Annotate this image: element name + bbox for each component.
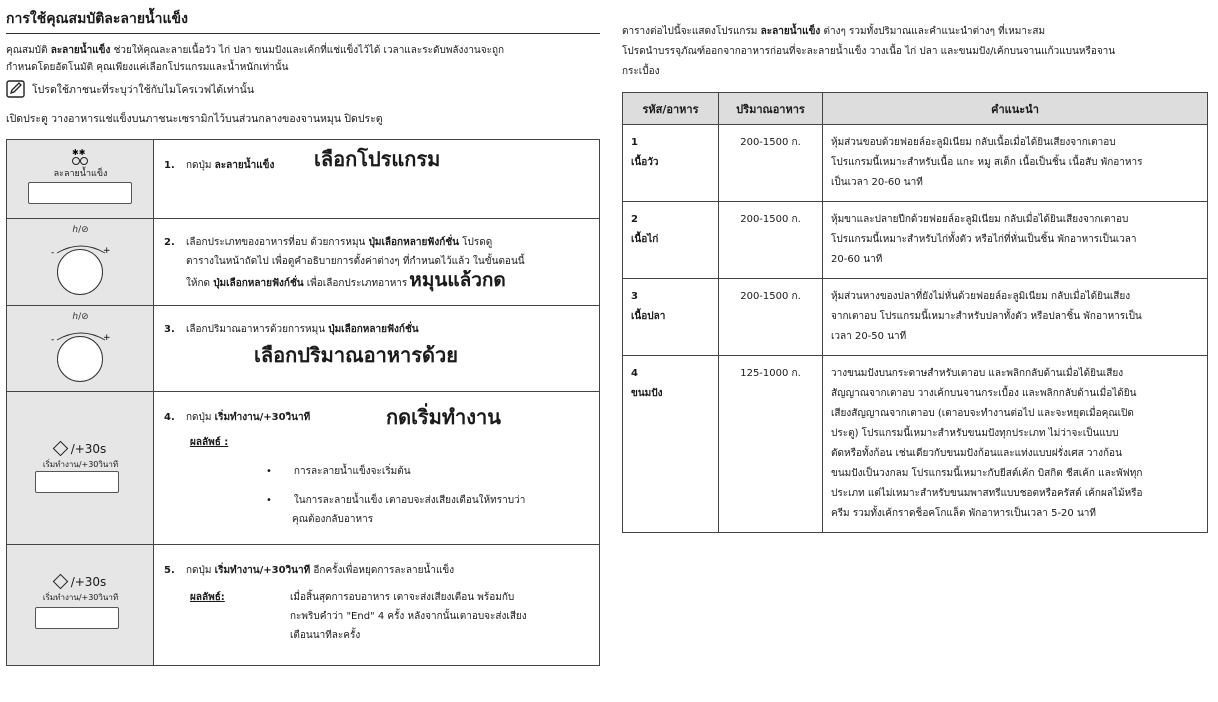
start-diamond-icon: [52, 574, 68, 590]
start-icon-text: /+30s: [7, 442, 154, 456]
intro-line-2: กำหนดโดยอัตโนมัติ คุณเพียงแค่เลือกโปรแกรมและน้ำหนักเท่านั้น: [6, 62, 289, 73]
step-3: [7, 306, 599, 392]
start-icon-text: /+30s: [7, 575, 154, 589]
svg-text:-: -: [51, 335, 55, 344]
note: [6, 80, 600, 98]
step-3-text: 3. เลือกปริมาณอาหารด้วยการหมุน ปุ่มเลือกหลายฟังก์ชั่น เลือกปริมาณอาหารด้วย: [164, 324, 458, 367]
bullet: • ในการละลายน้ำแข็ง เตาอบจะส่งเสียงเตือนให้ทราบว่า: [266, 495, 526, 506]
table-intro: ตารางต่อไปนี้จะแสดงโปรแกรม ละลายน้ำแข็ง ต่างๆ รวมทั้งปริมาณและคำแนะนำต่างๆ ที่เหมาะสม โปรดนำบรรจุภัณฑ์ออกจากอาหารก่อนที่จะละลายน้ำแข็ง วางเนื้อ ไก่ ปลา และขนมปัง/เค้กบนจานแก้วแบนหรือจาน กระเบื้อง: [622, 26, 1116, 77]
svg-text:+: +: [103, 246, 111, 256]
open-door-instruction: เปิดประตู วางอาหารแช่แข็งบนภาชนะเซรามิกไว้บนส่วนกลางของจานหมุน ปิดประตู: [6, 113, 383, 125]
header-advice: คำแนะนำ: [823, 93, 1208, 125]
start-button[interactable]: [35, 471, 119, 493]
step-2: [7, 219, 599, 306]
left-column: [6, 8, 600, 666]
step-5: [7, 545, 599, 665]
svg-text:+: +: [103, 333, 111, 343]
table-row: 1 เนื้อวัว 200-1500 ก. หุ้มส่วนขอบด้วยฟอยล์อะลูมิเนียม กลับเนื้อเมื่อได้ยินเสียงจากเตาอบ โปรแกรมนี้เหมาะสำหรับเนื้อ แกะ หมู สเต็ก เนื้อเป็นชิ้น เนื้อสับ พักอาหาร เป็นเวลา 20-60 นาที: [623, 125, 1208, 202]
header-code: รหัส/อาหาร: [623, 93, 719, 125]
step-5-text: 5. กดปุ่ม เริ่มทำงาน/+30วินาที อีกครั้งเพื่อหยุดการละลายน้ำแข็ง ผลลัพธ์: เมื่อสิ้นสุดการอบอาหาร เตาจะส่งเสียงเตือน พร้อมกับ กะพริบคำว่า "End" 4 ครั้ง หลังจากนั้นเตาอบจะส่งเสียง เตือนนาทีละครั้ง: [164, 565, 527, 641]
result-label: ผลลัพธ์ :: [190, 437, 229, 448]
annotation-turn-press: หมุนแล้วกด: [409, 269, 506, 291]
steps-table: [6, 139, 600, 666]
bullet: • การละลายน้ำแข็งจะเริ่มต้น: [266, 466, 411, 477]
start-diamond-icon: [52, 441, 68, 457]
annotation-select-amount: เลือกปริมาณอาหารด้วย: [254, 343, 458, 367]
defrost-table: [622, 92, 1208, 533]
start-button[interactable]: [35, 607, 119, 629]
annotation-select-program: เลือกโปรแกรม: [314, 147, 441, 171]
step-2-text: 2. เลือกประเภทของอาหารที่อบ ด้วยการหมุน ปุ่มเลือกหลายฟังก์ชั่น โปรดดู ตารางในหน้าถัดไป เพื่อดูคำอธิบายการตั้งค่าต่างๆ ที่กำหนดไว้แล้ว ในขั้นตอนนี้ ให้กด ปุ่มเลือกหลายฟังก์ชั่น เพื่อเลือกประเภทอาหาร หมุนแล้วกด: [164, 237, 525, 291]
start-label: เริ่มทำงาน/+30วินาที: [42, 460, 119, 469]
step-1-panel: [7, 140, 154, 218]
note-text: โปรดใช้ภาชนะที่ระบุว่าใช้กับไมโครเวฟได้เท่านั้น: [32, 83, 254, 96]
table-header-row: [623, 93, 1208, 125]
dial-label: ℎ/⊘: [72, 225, 89, 235]
table-row: 2 เนื้อไก่ 200-1500 ก. หุ้มขาและปลายปีกด้วยฟอยล์อะลูมิเนียม กลับเมื่อได้ยินเสียงจากเตาอบ โปรแกรมนี้เหมาะสำหรับไก่ทั้งตัว หรือไก่ที่หั่นเป็นชิ้น พักอาหารเป็นเวลา 20-60 นาที: [623, 202, 1208, 279]
step-2-panel: [7, 219, 154, 305]
section-title: การใช้คุณสมบัติละลายน้ำแข็ง: [6, 8, 600, 34]
svg-text:-: -: [51, 248, 55, 257]
step-3-panel: [7, 306, 154, 391]
table-row: 4 ขนมปัง 125-1000 ก. วางขนมปังบนกระดาษสำหรับเตาอบ และพลิกกลับด้านเมื่อได้ยินเสียง สัญญาณจากเตาอบ วางเค้กบนจานกระเบื้อง และพลิกกลับด้านเมื่อได้ยิน เสียงสัญญาณจากเตาอบ (เตาอบจะทำงานต่อไป และจะหยุดเมื่อคุณเปิด ประตู) โปรแกรมนี้เหมาะสำหรับขนมปังทุกประเภท ไม่ว่าจะเป็นแบบ ตัดหรือทั้งก้อน เช่นเดียวกับขนมปังก้อนและแท่งแบบฝรั่งเศส วางก้อน ขนมปังเป็นวงกลม โปรแกรมนี้เหมาะกับยีสต์เค้ก บิสกิต ชีสเค้ก และพัฟทุก ประเภท แต่ไม่เหมาะสำหรับขนมพาสทรีแบบชอตหรือครัสต์ เค้กผลไม้หรือ ครีม รวมทั้งเค้กราดช็อคโกแล็ต พักอาหารเป็นเวลา 5-20 นาที: [623, 356, 1208, 533]
step-1-text: 1. กดปุ่ม ละลายน้ำแข็ง เลือกโปรแกรม: [164, 147, 441, 171]
table-row: 3 เนื้อปลา 200-1500 ก. หุ้มส่วนหางของปลาที่ยังไม่หั่นด้วยฟอยล์อะลูมิเนียม กลับเมื่อได้ยินเสียง จากเตาอบ โปรแกรมนี้เหมาะสำหรับปลาทั้งตัว หรือปลาชิ้น พักอาหารเป็น เวลา 20-50 นาที: [623, 279, 1208, 356]
step-1: [7, 140, 599, 219]
step-4-text: 4. กดปุ่ม เริ่มทำงาน/+30วินาที กดเริ่มทำงาน ผลลัพธ์ : • การละลายน้ำแข็งจะเริ่มต้น • ในการละลายน้ำแข็ง เตาอบจะส่งเสียงเตือนให้ทราบว่า คุณต้องกลับอาหาร: [154, 392, 599, 544]
annotation-start: กดเริ่มทำงาน: [386, 405, 501, 429]
defrost-icon: [69, 148, 91, 166]
intro-line-1: คุณสมบัติ ละลายน้ำแข็ง ช่วยให้คุณละลายเนื้อวัว ไก่ ปลา ขนมปังและเค้กที่แช่แข็งไว้ได้ เวลาและระดับพลังงานจะถูก: [6, 45, 505, 56]
dial-arc-icon: [51, 324, 111, 344]
defrost-label: ละลายน้ำแข็ง: [53, 169, 108, 179]
header-amount: ปริมาณอาหาร: [719, 93, 823, 125]
step-4: [7, 392, 599, 545]
step-4-panel: [7, 392, 154, 544]
right-column: [622, 22, 1212, 533]
note-pencil-icon: [6, 80, 26, 98]
dial-label: ℎ/⊘: [72, 312, 89, 322]
svg-text:✱✱: ✱✱: [72, 148, 86, 157]
step-5-panel: [7, 545, 154, 665]
defrost-button[interactable]: [28, 182, 132, 204]
intro-paragraph: [6, 42, 600, 76]
result-label: ผลลัพธ์:: [190, 592, 225, 603]
dial-arc-icon: [51, 237, 111, 257]
bullet-continuation: คุณต้องกลับอาหาร: [292, 514, 374, 525]
start-label: เริ่มทำงาน/+30วินาที: [42, 593, 119, 602]
